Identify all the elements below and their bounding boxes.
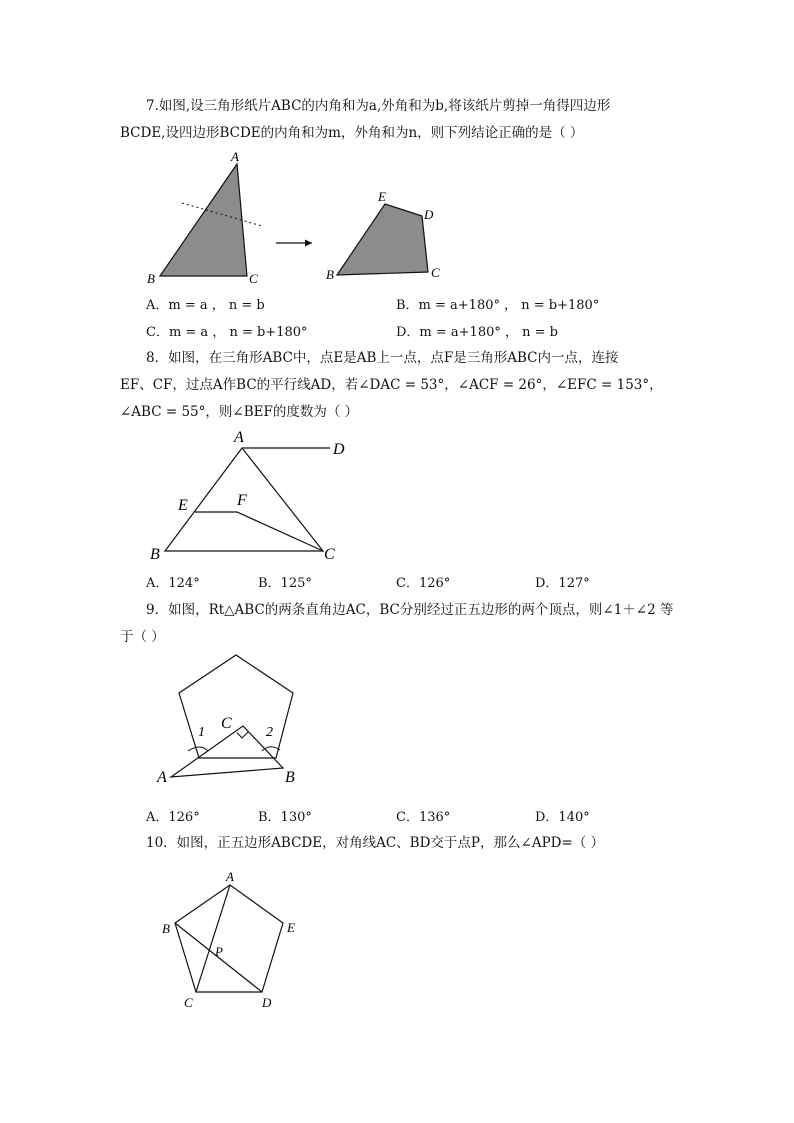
q9-text-line2: 于（ ） bbox=[120, 629, 165, 645]
q7-label-c2: C bbox=[431, 265, 440, 280]
q7-text-line2: BCDE,设四边形BCDE的内角和为m，外角和为n，则下列结论正确的是（ ） bbox=[120, 125, 584, 141]
q7-text-line1: 7.如图,设三角形纸片ABC的内角和为a,外角和为b,将该纸片剪掉一角得四边形 bbox=[146, 98, 611, 114]
q8-label-a: A bbox=[234, 429, 244, 446]
q10-label-p: P bbox=[215, 944, 223, 959]
q9-label-c: C bbox=[221, 715, 232, 732]
q8-label-c: C bbox=[324, 546, 335, 563]
q10-label-c: C bbox=[184, 995, 193, 1010]
q9-pentagon bbox=[179, 655, 293, 758]
q8-label-e: E bbox=[178, 497, 188, 514]
q10-label-a: A bbox=[226, 869, 234, 884]
q9-option-b[interactable]: B．130° bbox=[258, 810, 312, 825]
q10-label-e: E bbox=[287, 920, 295, 935]
q9-text-line1: 9．如图，Rt△ABC的两条直角边AC，BC分别经过正五边形的两个顶点，则∠1＋∠2 等 bbox=[146, 602, 674, 618]
q7-label-c: C bbox=[249, 271, 258, 286]
q7-label-b: B bbox=[147, 271, 155, 286]
q8-option-a[interactable]: A．124° bbox=[146, 576, 200, 591]
q9-label-a: A bbox=[157, 769, 167, 786]
q7-label-d: D bbox=[424, 207, 434, 222]
q7-option-c[interactable]: C．m = a ， n = b+180° bbox=[146, 325, 308, 340]
q8-option-d[interactable]: D．127° bbox=[535, 576, 590, 591]
q8-text-line1: 8．如图，在三角形ABC中，点E是AB上一点，点F是三角形ABC内一点，连接 bbox=[146, 350, 619, 366]
q9-angle1-arc bbox=[188, 747, 208, 751]
q8-label-d: D bbox=[333, 441, 345, 458]
q9-label-b: B bbox=[285, 769, 295, 786]
q7-label-b2: B bbox=[326, 267, 334, 282]
q9-option-d[interactable]: D．140° bbox=[535, 810, 590, 825]
q7-label-a: A bbox=[231, 149, 239, 164]
q10-text-line1: 10．如图，正五边形ABCDE，对角线AC、BD交于点P，那么∠APD=（ ） bbox=[146, 835, 605, 851]
q7-option-a[interactable]: A．m = a ， n = b bbox=[146, 298, 265, 313]
q10-diagonal-ac bbox=[196, 885, 230, 992]
q9-option-c[interactable]: C．136° bbox=[396, 810, 451, 825]
q8-polyline-efc bbox=[195, 512, 323, 551]
q7-label-e: E bbox=[378, 189, 386, 204]
q10-label-b: B bbox=[162, 921, 170, 936]
q9-right-angle-mark bbox=[237, 732, 248, 738]
q7-figure bbox=[140, 148, 460, 286]
q9-figure bbox=[140, 648, 320, 788]
q8-option-b[interactable]: B．125° bbox=[258, 576, 312, 591]
q7-quadrilateral-bcde bbox=[337, 204, 428, 275]
q9-label-angle1: 1 bbox=[198, 725, 205, 740]
q8-label-f: F bbox=[237, 492, 247, 509]
q7-triangle-abc bbox=[160, 164, 247, 276]
q10-pentagon-abcde bbox=[175, 885, 283, 992]
q10-figure bbox=[150, 868, 310, 1014]
q9-label-angle2: 2 bbox=[266, 725, 273, 740]
q7-option-d[interactable]: D．m = a+180° ， n = b bbox=[396, 325, 558, 340]
q10-label-d: D bbox=[262, 995, 272, 1010]
q8-text-line2: EF、CF，过点A作BC的平行线AD，若∠DAC = 53°，∠ACF = 26°，∠EFC = 153°， bbox=[120, 377, 663, 393]
q8-figure bbox=[140, 426, 380, 566]
q9-angle2-arc bbox=[262, 747, 280, 751]
q9-option-a[interactable]: A．126° bbox=[146, 810, 200, 825]
q8-label-b: B bbox=[150, 546, 160, 563]
q7-option-b[interactable]: B．m = a+180° ， n = b+180° bbox=[396, 298, 600, 313]
q8-text-line3: ∠ABC = 55°，则∠BEF的度数为（ ） bbox=[120, 404, 359, 420]
q8-option-c[interactable]: C．126° bbox=[396, 576, 451, 591]
q7-arrow-head bbox=[305, 240, 312, 247]
